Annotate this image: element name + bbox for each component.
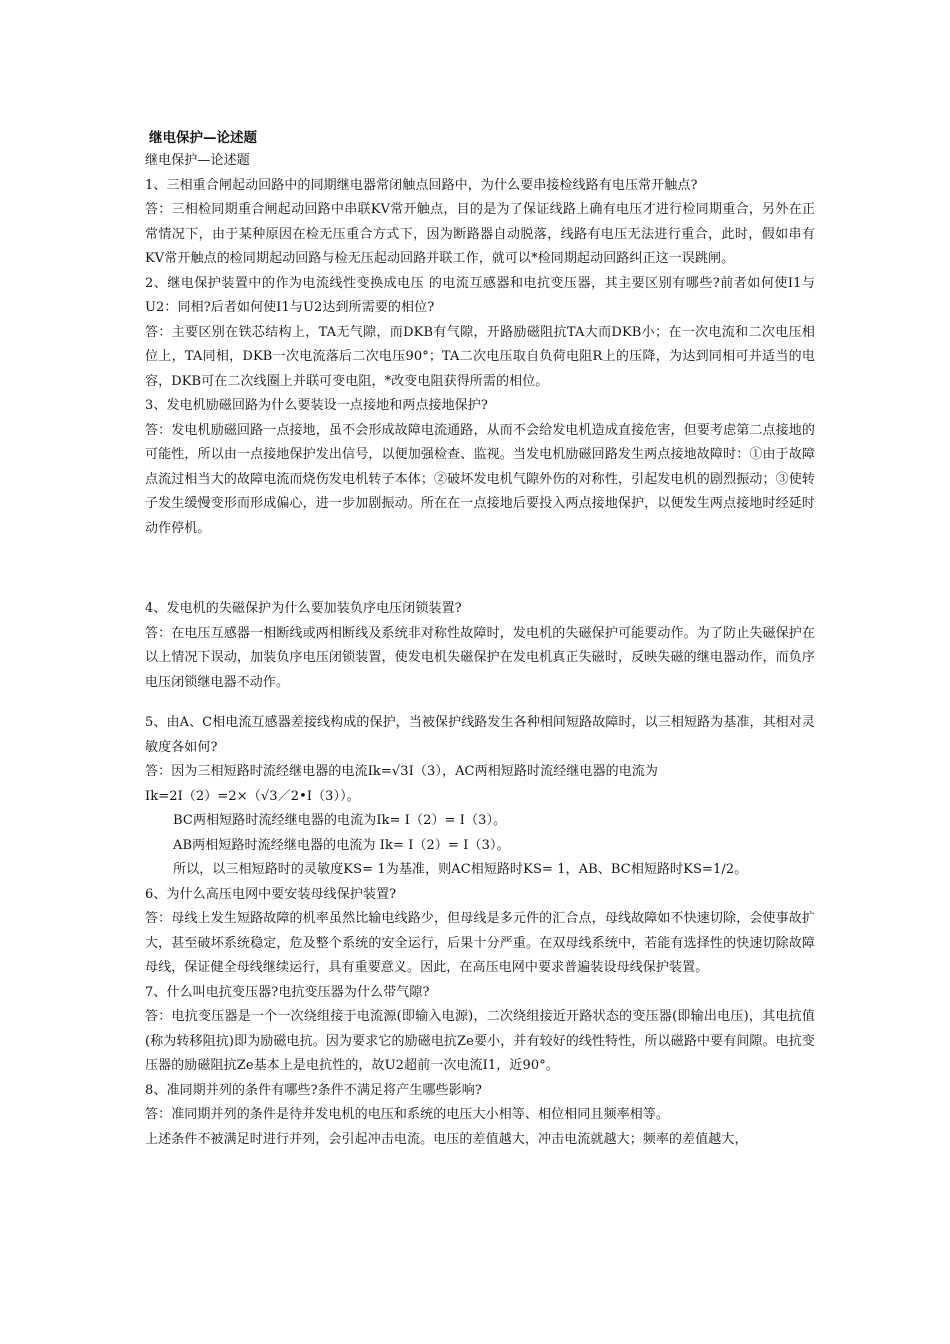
answer-8-line-1: 答：准同期并列的条件是待并发电机的电压和系统的电压大小相等、相位相同且频率相等。 — [145, 1107, 670, 1122]
answer-8-line-2: 上述条件不被满足时进行并列，会引起冲击电流。电压的差值越大，冲击电流就越大；频率的差值越大， — [145, 1131, 748, 1147]
answer-4: 答：在电压互感器一相断线或两相断线及系统非对称性故障时，发电机的失磁保护可能要动作。为了防止失磁保护在以上情况下误动，加装负序电压闭锁装置，使发电机失磁保护在发电机真正失磁时，反映失磁的继电器动作，而负序电压闭锁继电器不动作。 — [145, 625, 815, 690]
spacer — [145, 695, 815, 711]
document-title: 继电保护—论述题 — [149, 130, 257, 146]
spacer — [145, 541, 815, 597]
answer-6: 答：母线上发生短路故障的机率虽然比输电线路少，但母线是多元件的汇合点，母线故障如不快速切除，会使事故扩大，甚至破坏系统稳定，危及整个系统的安全运行，后果十分严重。在双母线系统中，若能有选择性的快速切除故障母线，保证健全母线继续运行，具有重要意义。因此，在高压电网中要求普遍装设母线保护装置。 — [145, 911, 815, 975]
answer-5-line-5: 所以，以三相短路时的灵敏度KS= 1为基准，则AC相短路时KS= 1，AB、BC相短路时KS=1/2。 — [173, 862, 748, 877]
answer-2: 答：主要区别在铁芯结构上，TA无气隙，而DKB有气隙，开路励磁阻抗TA大而DKB小；在一次电流和二次电压相位上，TA同相，DKB一次电流落后二次电压90°；TA二次电压取自负荷电阻R上的压降，为达到同相可并适当的电容，DKB可在二次线圈上并联可变电阻，*改变电阻获得所需的相位。 — [145, 324, 815, 389]
question-1: 1、三相重合闸起动回路中的同期继电器常闭触点回路中，为什么要串接检线路有电压常开触点? — [145, 177, 698, 193]
answer-5-line-3: BC两相短路时流经继电器的电流为Ik= I（2）= I（3）。 — [173, 813, 507, 828]
question-8: 8、准同期并列的条件有哪些?条件不满足将产生哪些影响? — [145, 1082, 482, 1098]
question-2: 2、继电保护装置中的作为电流线性变换成电压 的电流互感器和电抗变压器，其主要区别有哪些?前者如何使I1与U2：同相?后者如何使I1与U2达到所需要的相位? — [145, 275, 815, 315]
answer-5-line-2: Ik=2I（2）=2×（√3／2•I（3））。 — [145, 788, 360, 804]
question-7: 7、什么叫电抗变压器?电抗变压器为什么带气隙? — [145, 984, 430, 1000]
answer-5-line-4: AB两相短路时流经继电器的电流为 Ik= I（2）= I（3）。 — [173, 837, 510, 853]
answer-7: 答：电抗变压器是一个一次绕组接于电流源(即输入电源)，二次绕组接近开路状态的变压器(即输出电压)，其电抗值(称为转移阻抗)即为励磁电抗。因为要求它的励磁电抗Ze要小，并有较好的线性特性，所以磁路中要有间隙。电抗变压器的励磁阻抗Ze基本上是电抗性的，故U2超前一次电流I1，近90°。 — [145, 1009, 815, 1073]
question-5: 5、由A、C相电流互感器差接线构成的保护，当被保护线路发生各种相间短路故障时，以三相短路为基准，其相对灵敏度各如何? — [145, 715, 815, 755]
question-4: 4、发电机的失磁保护为什么要加装负序电压闭锁装置? — [145, 601, 462, 616]
question-6: 6、为什么高压电网中要安装母线保护装置? — [145, 886, 397, 902]
document-body — [145, 127, 815, 1152]
answer-5-line-1: 答：因为三相短路时流经继电器的电流Ik=√3I（3），AC两相短路时流经继电器的电流为 — [145, 764, 659, 779]
answer-1: 答：三相检同期重合闸起动回路中串联KV常开触点，目的是为了保证线路上确有电压才进行检同期重合，另外在正常情况下，由于某种原因在检无压重合方式下，因为断路器自动脱落，线路有电压无法进行重合，此时，假如串有KV常开触点的检同期起动回路与检无压起动回路并联工作，就可以*检同期起动回路纠正这一误跳闸。 — [145, 202, 815, 266]
answer-3: 答：发电机励磁回路一点接地，虽不会形成故障电流通路，从而不会给发电机造成直接危害，但要考虑第二点接地的可能性，所以由一点接地保护发出信号，以便加强检查、监视。当发电机励磁回路发生两点接地故障时：①由于故障点流过相当大的故障电流而烧伤发电机转子本体；②破坏发电机气隙外伤的对称性，引起发电机的剧烈振动；③使转子发生缓慢变形而形成偏心，进一步加剧振动。所在在一点接地后要投入两点接地保护，以便发生两点接地时经延时动作停机。 — [145, 422, 815, 536]
document-subtitle: 继电保护—论述题 — [145, 153, 250, 168]
question-3: 3、发电机励磁回路为什么要装设一点接地和两点接地保护? — [145, 398, 488, 413]
